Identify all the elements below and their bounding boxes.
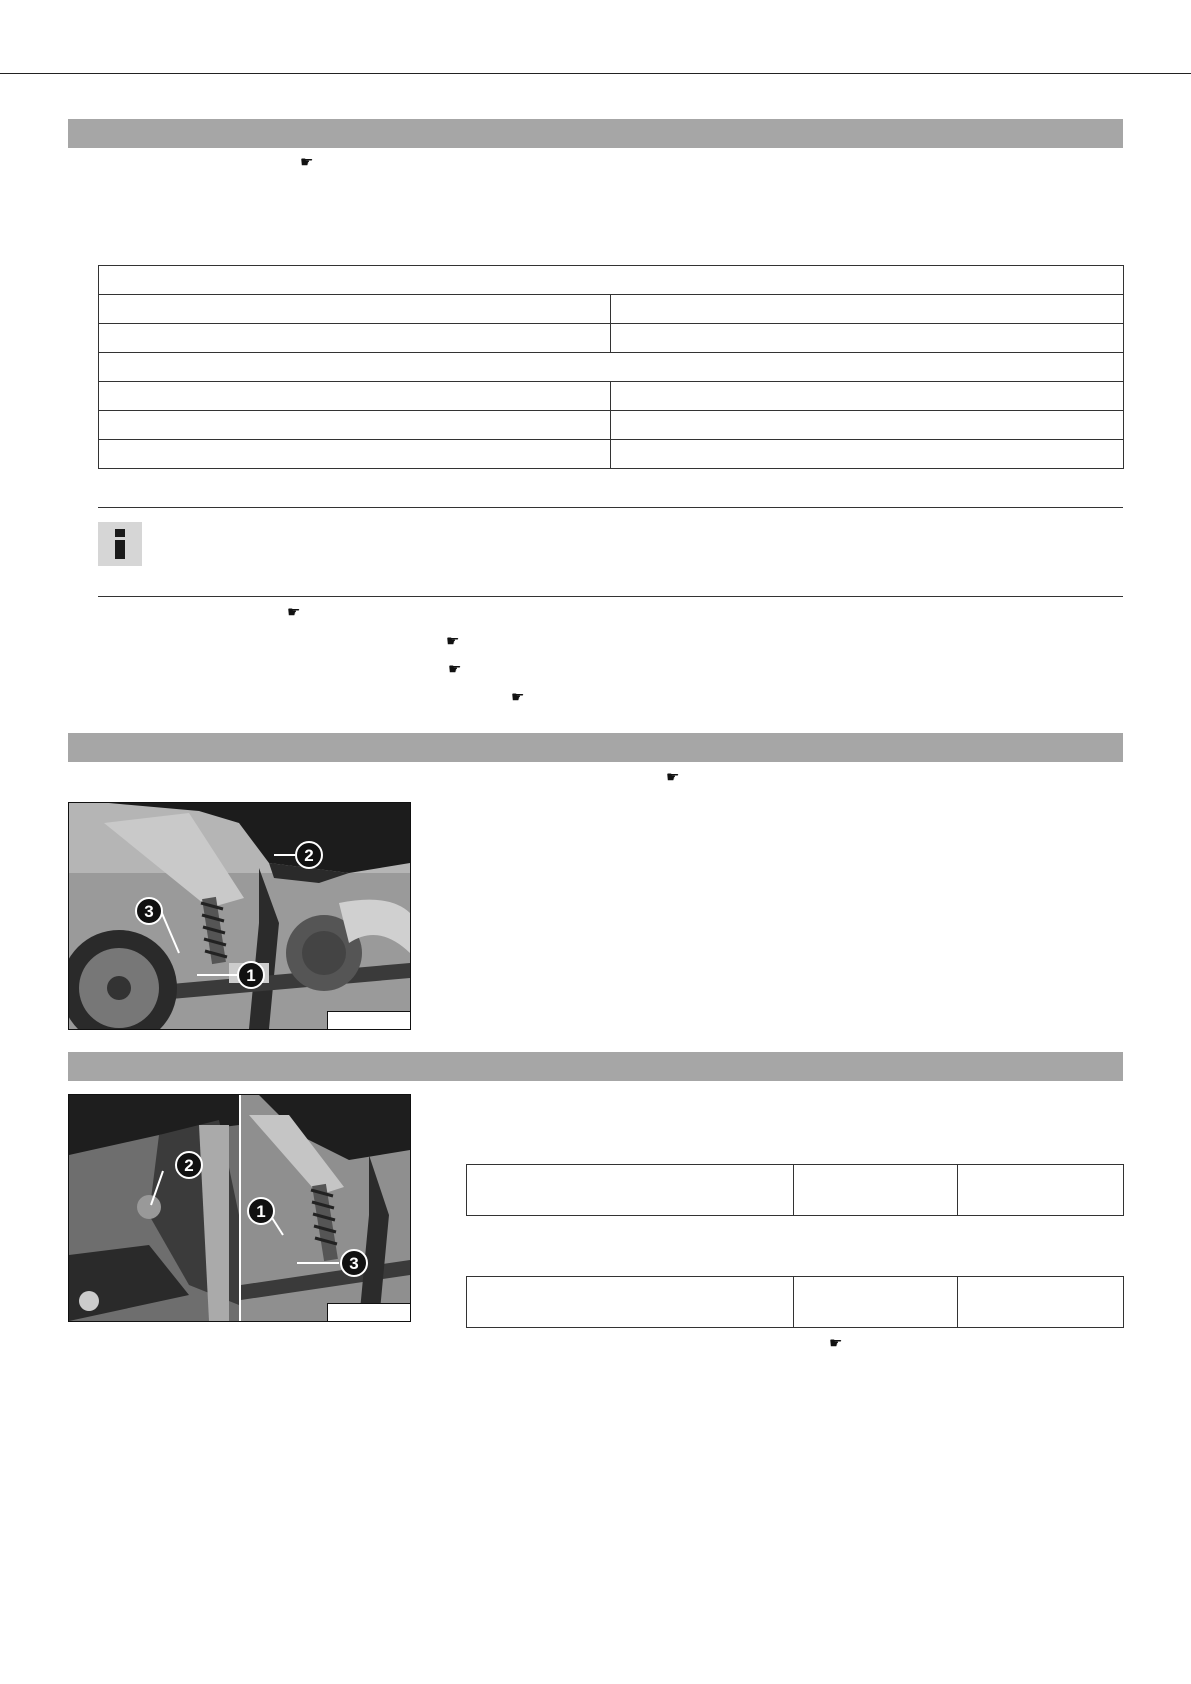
svg-text:3: 3 bbox=[349, 1254, 359, 1273]
pointing-hand-icon: ☛ bbox=[829, 1335, 843, 1352]
table-row bbox=[467, 1277, 1124, 1328]
page-top-rule bbox=[0, 73, 1191, 74]
pointing-hand-icon: ☛ bbox=[448, 661, 462, 678]
info-icon bbox=[98, 522, 142, 566]
info-note-top-rule bbox=[98, 507, 1123, 508]
table-group-header bbox=[99, 353, 1124, 382]
table-row bbox=[99, 353, 1124, 382]
svg-text:1: 1 bbox=[246, 966, 256, 985]
pointing-hand-icon: ☛ bbox=[446, 633, 460, 650]
callout-marker-1 bbox=[238, 962, 264, 988]
table-row bbox=[99, 411, 1124, 440]
svg-text:2: 2 bbox=[304, 846, 314, 865]
info-note-bottom-rule bbox=[98, 596, 1123, 597]
callout-marker-2 bbox=[176, 1152, 202, 1178]
table-group-header bbox=[99, 266, 1124, 295]
callout-marker-3 bbox=[136, 898, 162, 924]
torque-table-2 bbox=[466, 1276, 1124, 1328]
svg-text:3: 3 bbox=[144, 902, 154, 921]
motorcycle-rear-shock-photo bbox=[68, 802, 411, 1030]
svg-text:1: 1 bbox=[256, 1202, 266, 1221]
callout-marker-1 bbox=[248, 1198, 274, 1224]
pointing-hand-icon: ☛ bbox=[287, 604, 301, 621]
figure-code-tag bbox=[327, 1011, 410, 1029]
pointing-hand-icon: ☛ bbox=[511, 689, 525, 706]
torque-table-1 bbox=[466, 1164, 1124, 1216]
table-row bbox=[99, 295, 1124, 324]
svg-text:2: 2 bbox=[184, 1156, 194, 1175]
table-row bbox=[467, 1165, 1124, 1216]
table-row bbox=[99, 382, 1124, 411]
callout-marker-2 bbox=[296, 842, 322, 868]
table-row bbox=[99, 440, 1124, 469]
section-heading-bar-1 bbox=[68, 119, 1123, 148]
pointing-hand-icon: ☛ bbox=[666, 769, 680, 786]
table-row bbox=[99, 266, 1124, 295]
callout-marker-3 bbox=[341, 1250, 367, 1276]
pointing-hand-icon: ☛ bbox=[300, 154, 314, 171]
section-heading-bar-2 bbox=[68, 733, 1123, 762]
table-row bbox=[99, 324, 1124, 353]
specification-table bbox=[98, 265, 1124, 469]
figure-code-tag bbox=[327, 1303, 410, 1321]
section-heading-bar-3 bbox=[68, 1052, 1123, 1081]
shock-mounting-photo bbox=[68, 1094, 411, 1322]
